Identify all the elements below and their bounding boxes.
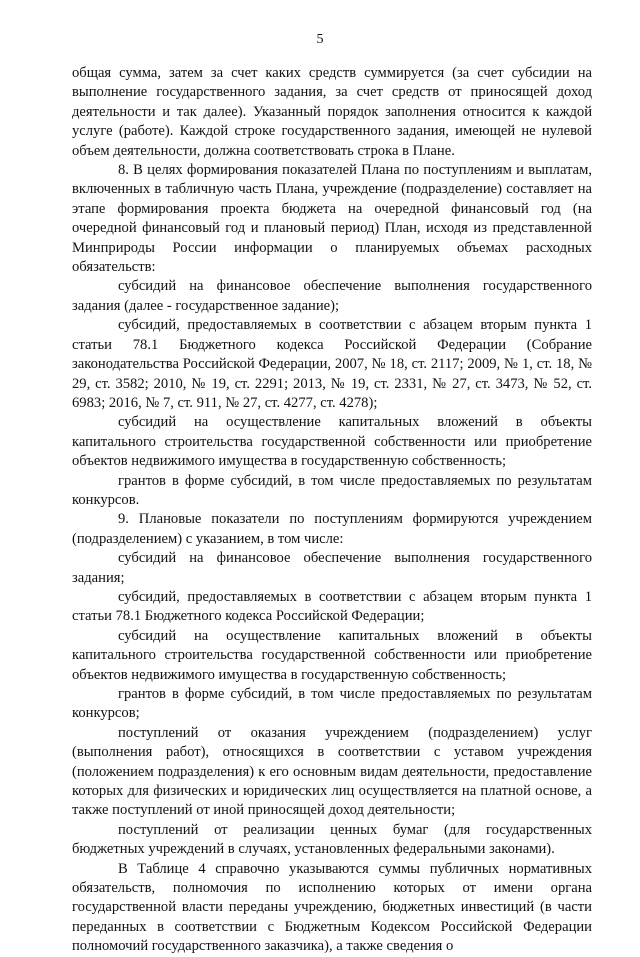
paragraph-item: грантов в форме субсидий, в том числе предоставляемых по результатам конкурсов; [72, 686, 592, 722]
paragraph-item: субсидий на осуществление капитальных вложений в объекты капитального строительства государственной собственности или приобретение объектов недвижимого имущества в государственную собственность; [72, 627, 592, 683]
paragraph-item: субсидий на осуществление капитальных вложений в объекты капитального строительства государственной собственности или приобретение объектов недвижимого имущества в государственную собственность; [72, 414, 592, 470]
paragraph-item: грантов в форме субсидий, в том числе предоставляемых по результатам конкурсов. [72, 472, 592, 508]
page-number: 5 [316, 32, 324, 47]
paragraph-item: поступлений от оказания учреждением (подразделением) услуг (выполнения работ), относящихся в соответствии с уставом учреждения (положением подразделения) к его основным видам деятельности, предоставление которых для физических и юридических лиц осуществляется на платной основе, а также поступлений от иной приносящей доход деятельности; [72, 724, 592, 819]
paragraph-continuation: общая сумма, затем за счет каких средств суммируется (за счет субсидии на выполнение государственного задания, за счет средств от приносящей доход деятельности и так далее). Указанный порядок заполнения относится к каждой услуге (работе). Каждой строке государственного задания, имеющей не нулевой объем деятельности, должна соответствовать строка в Плане. [72, 65, 592, 159]
document-body [72, 64, 592, 957]
paragraph-item: субсидий на финансовое обеспечение выполнения государственного задания; [72, 550, 592, 586]
paragraph-clause-8: 8. В целях формирования показателей Плана по поступлениям и выплатам, включенных в табличную часть Плана, учреждение (подразделение) составляет на этапе формирования проекта бюджета на очередной финансовый год (на очередной финансовый год и плановый период) План, исходя из представленной Минприроды России информации о планируемых объемах расходных обязательств: [72, 162, 592, 276]
paragraph-table-4: В Таблице 4 справочно указываются суммы публичных нормативных обязательств, полномочия по исполнению которых от имени органа государственной власти переданы учреждению, бюджетных инвестиций (в части переданных в соответствии с Бюджетным Кодексом Российской Федерации полномочий государственного заказчика), а также сведения о [72, 860, 592, 955]
paragraph-item: субсидий, предоставляемых в соответствии с абзацем вторым пункта 1 статьи 78.1 Бюджетного кодекса Российской Федерации (Собрание законодательства Российской Федерации, 2007, № 18, ст. 2117; 2009, № 1, ст. 18, № 29, ст. 3582; 2010, № 19, ст. 2291; 2013, № 19, ст. 2331, № 27, ст. 3473, № 52, ст. 6983; 2016, № 7, ст. 911, № 27, ст. 4277, ст. 4278); [72, 317, 592, 411]
paragraph-item: субсидий, предоставляемых в соответствии с абзацем вторым пункта 1 статьи 78.1 Бюджетного кодекса Российской Федерации; [72, 588, 592, 625]
paragraph-clause-9: 9. Плановые показатели по поступлениям формируются учреждением (подразделением) с указанием, в том числе: [72, 511, 592, 547]
paragraph-item: субсидий на финансовое обеспечение выполнения государственного задания (далее - государственное задание); [72, 278, 592, 314]
paragraph-item: поступлений от реализации ценных бумаг (для государственных бюджетных учреждений в случаях, установленных федеральными законами). [72, 821, 592, 858]
